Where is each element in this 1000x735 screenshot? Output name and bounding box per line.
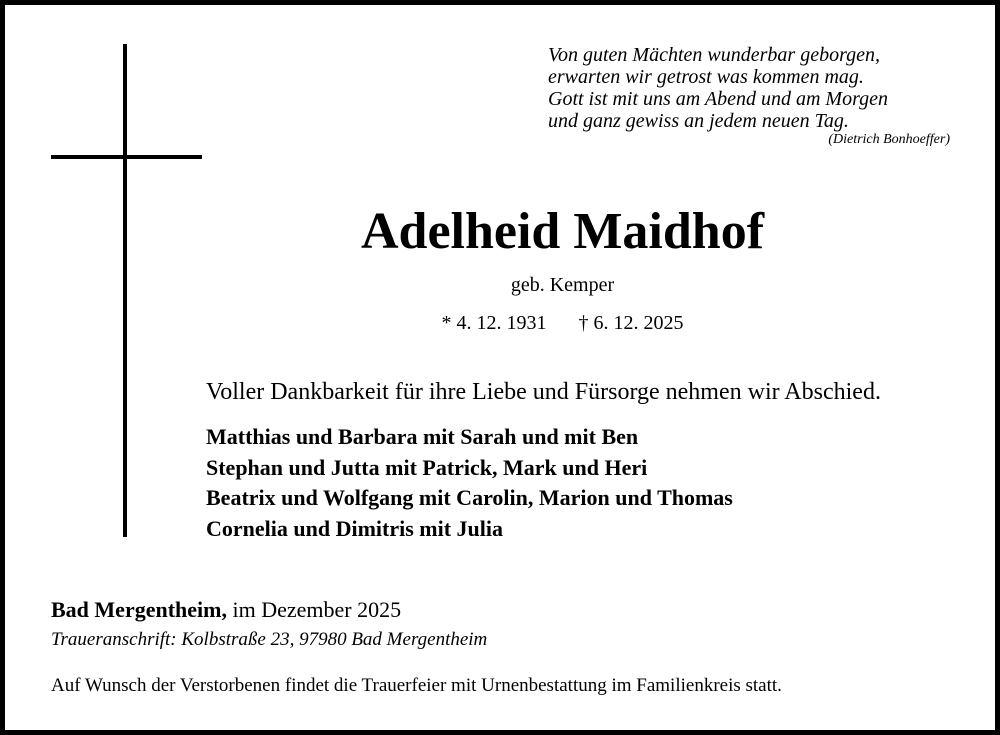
- bonhoeffer-quote: [548, 44, 950, 148]
- quote-line: Von guten Mächten wunderbar geborgen,: [548, 44, 880, 66]
- quote-line: erwarten wir getrost was kommen mag.: [548, 66, 864, 88]
- mourner-entry: Beatrix und Wolfgang mit Carolin, Marion und Thomas: [206, 485, 733, 510]
- farewell-text: Voller Dankbarkeit für ihre Liebe und Fürsorge nehmen wir Abschied.: [206, 379, 881, 405]
- quote-line: Gott ist mit uns am Abend und am Morgen: [548, 88, 888, 110]
- birth-date: * 4. 12. 1931: [441, 312, 547, 334]
- place-date: im Dezember 2025: [226, 597, 402, 622]
- quote-author: (Dietrich Bonhoeffer): [828, 132, 950, 147]
- mourner-entry: Cornelia und Dimitris mit Julia: [206, 515, 504, 541]
- mourner-entry: Matthias und Barbara mit Sarah und mit Ben: [206, 424, 639, 449]
- place-city: Bad Mergentheim,: [51, 597, 227, 622]
- life-dates: [0, 310, 1000, 336]
- cross-icon-crossbar: [51, 155, 202, 159]
- death-date: † 6. 12. 2025: [578, 312, 684, 334]
- mourner-entry: Stephan und Jutta mit Patrick, Mark und Heri: [206, 454, 648, 480]
- place-and-date: [51, 596, 401, 624]
- mourning-address: Traueranschrift: Kolbstraße 23, 97980 Bad Mergentheim: [51, 629, 488, 650]
- mourners-list: [206, 422, 733, 544]
- funeral-note: Auf Wunsch der Verstorbenen findet die Trauerfeier mit Urnenbestattung im Familienkreis statt.: [51, 675, 782, 696]
- quote-line: und ganz gewiss an jedem neuen Tag.: [548, 110, 849, 132]
- maiden-name: geb. Kemper: [510, 274, 615, 296]
- deceased-name: Adelheid Maidhof: [360, 203, 765, 260]
